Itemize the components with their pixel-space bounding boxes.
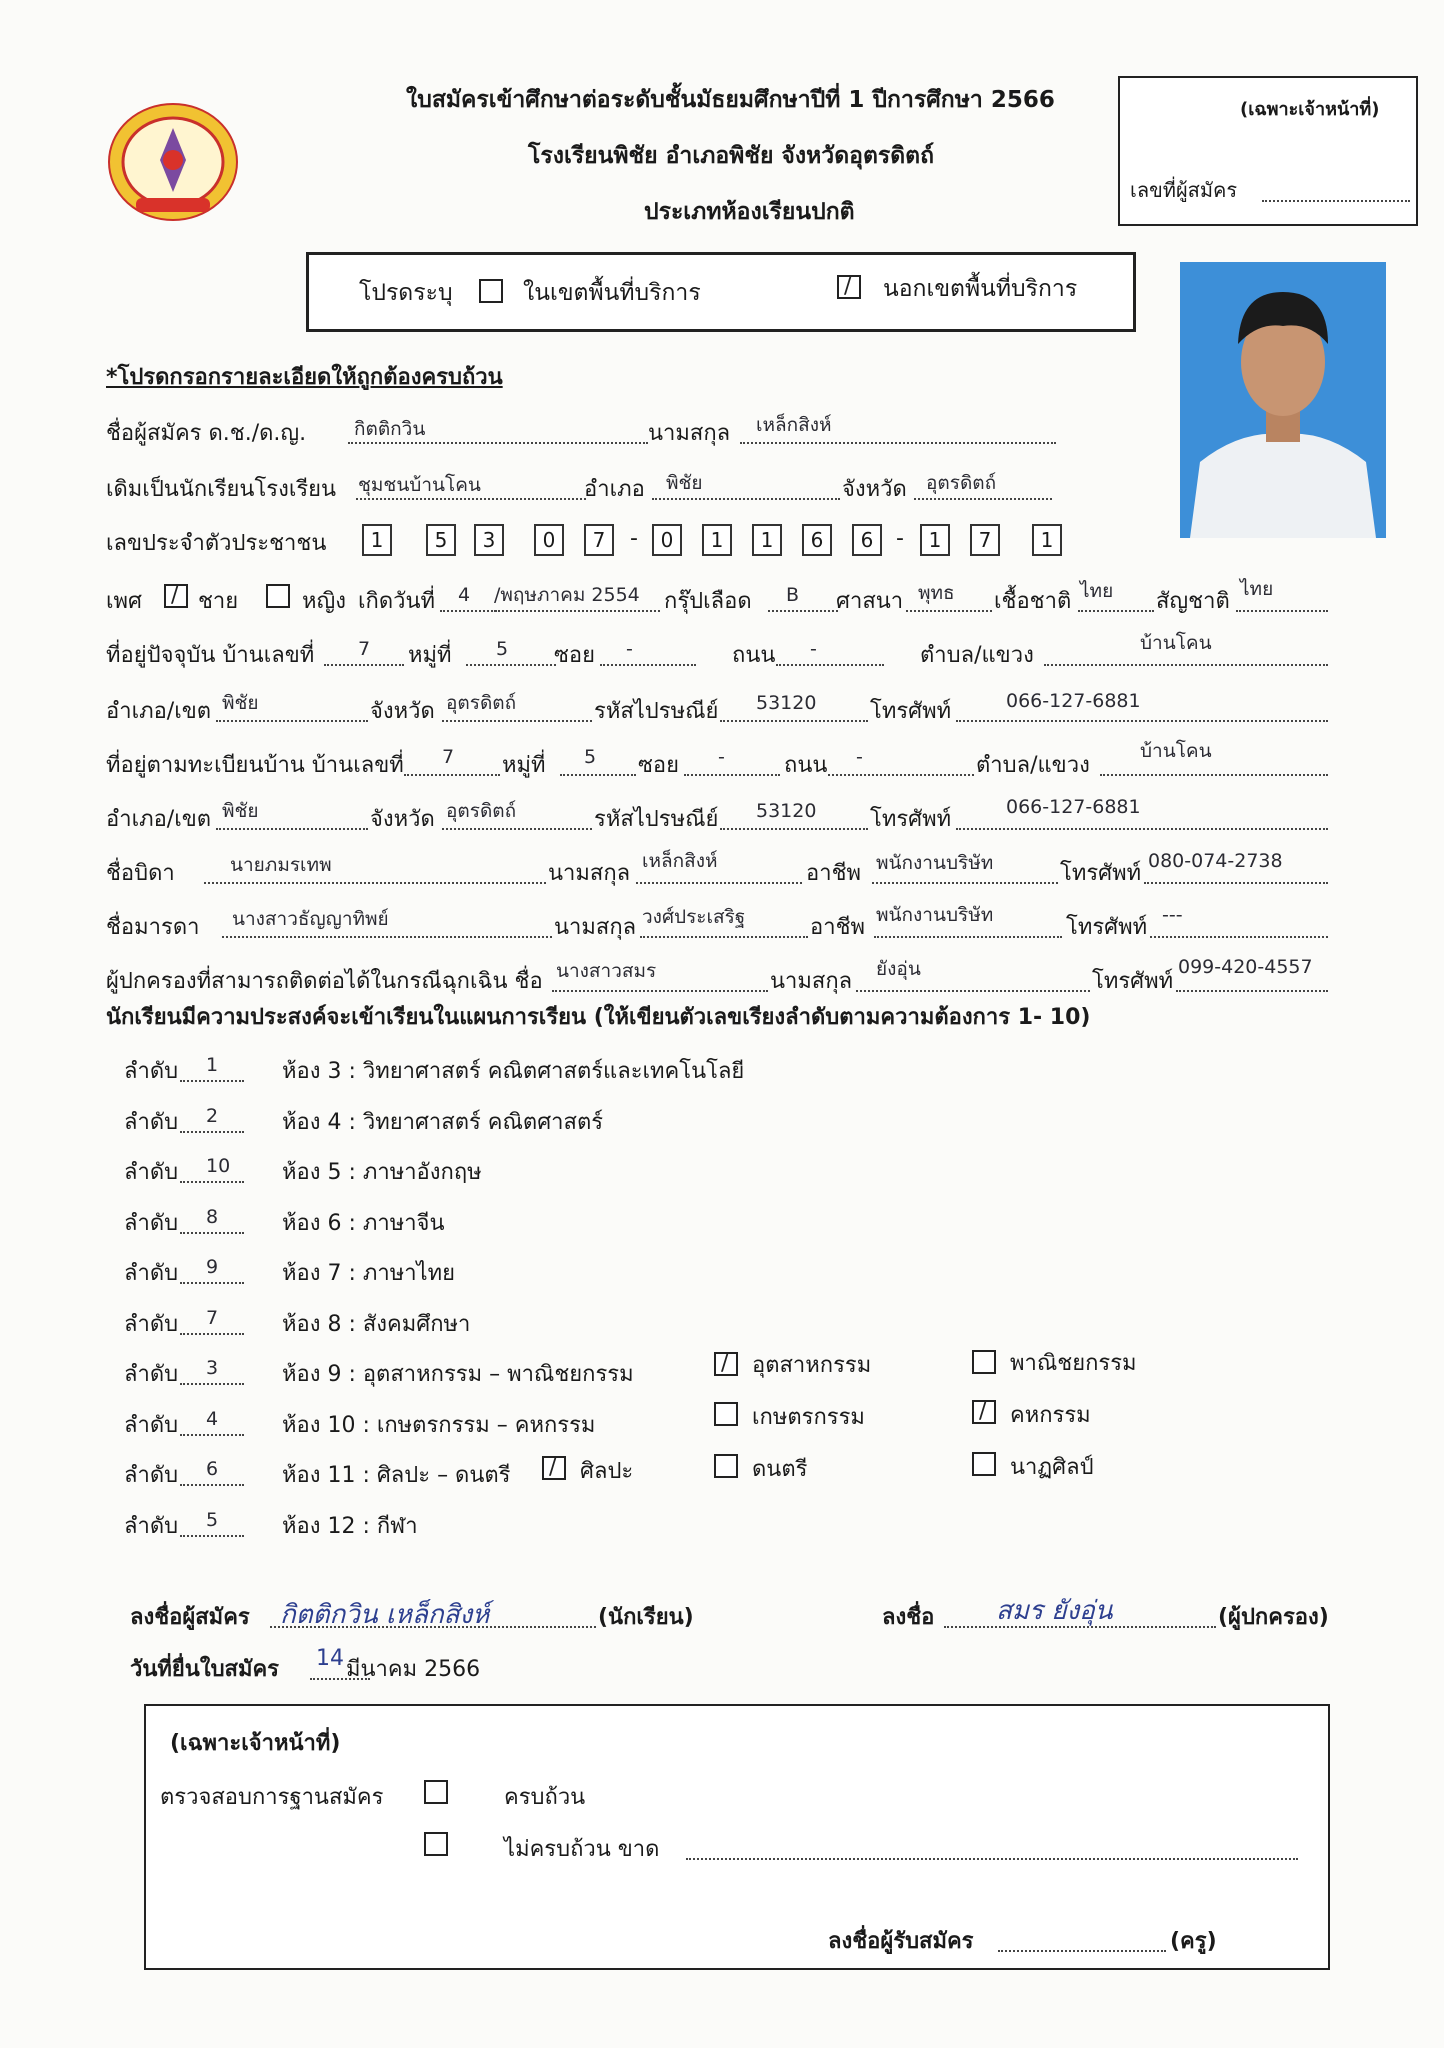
home-economics-checkbox[interactable] xyxy=(972,1400,996,1424)
birth-day-value[interactable]: 4 xyxy=(458,584,471,606)
registered-soi[interactable]: - xyxy=(718,746,725,768)
complete-label: ครบถ้วน xyxy=(504,1785,586,1810)
former-district-label: อำเภอ xyxy=(584,477,645,502)
plan-order-label: ลำดับ xyxy=(124,1463,179,1488)
plan-room-label: ห้อง 3 : วิทยาศาสตร์ คณิตศาสตร์และเทคโนโลยี xyxy=(282,1059,745,1084)
father-job[interactable]: พนักงานบริษัท xyxy=(876,852,994,874)
former-district-value[interactable]: พิชัย xyxy=(666,472,703,494)
plan-order-label: ลำดับ xyxy=(124,1059,179,1084)
citizen-id-label: เลขประจำตัวประชาชน xyxy=(106,531,327,556)
mother-job[interactable]: พนักงานบริษัท xyxy=(876,904,994,926)
plan-room-label: ห้อง 5 : ภาษาอังกฤษ xyxy=(282,1160,482,1185)
plan-room-label: ห้อง 4 : วิทยาศาสตร์ คณิตศาสตร์ xyxy=(282,1109,604,1135)
citizen-id-digit[interactable]: 1 xyxy=(362,524,392,556)
current-subdistrict[interactable]: บ้านโคน xyxy=(1140,632,1212,654)
plan-room-label: ห้อง 10 : เกษตรกรรม – คหกรรม xyxy=(282,1412,596,1438)
industry-label: อุตสาหกรรม xyxy=(752,1353,872,1378)
plan-rank-value[interactable]: 6 xyxy=(206,1458,219,1480)
plan-rank-value[interactable]: 1 xyxy=(206,1054,219,1076)
guardian-signature: สมร ยังอุ่น xyxy=(996,1596,1113,1626)
out-area-label: นอกเขตพื้นที่บริการ xyxy=(883,276,1078,302)
registered-road-label: ถนน xyxy=(784,753,828,778)
registered-soi-label: ซอย xyxy=(638,753,680,778)
father-name[interactable]: นายภมรเทพ xyxy=(230,854,332,876)
current-soi-label: ซอย xyxy=(554,643,596,668)
current-province[interactable]: อุตรดิตถ์ xyxy=(446,692,517,714)
sex-label: เพศ xyxy=(106,589,142,614)
mother-job-label: อาชีพ xyxy=(810,915,865,940)
area-select-box xyxy=(306,252,1136,332)
instruction-text: *โปรดกรอกรายละเอียดให้ถูกต้องครบถ้วน xyxy=(106,365,503,390)
religion-label: ศาสนา xyxy=(836,589,904,614)
guardian-surname[interactable]: ยังอุ่น xyxy=(876,958,921,980)
document-check-label: ตรวจสอบการฐานสมัคร xyxy=(160,1785,384,1810)
school-name: โรงเรียนพิชัย อำเภอพิชัย จังหวัดอุตรดิตถ์ xyxy=(528,143,935,169)
citizen-id-digit[interactable]: 1 xyxy=(752,524,782,556)
citizen-id-separator: - xyxy=(896,526,904,551)
guardian-phone[interactable]: 099-420-4557 xyxy=(1178,956,1313,978)
agriculture-label: เกษตรกรรม xyxy=(752,1405,865,1430)
citizen-id-digit[interactable]: 3 xyxy=(474,524,504,556)
agriculture-checkbox[interactable] xyxy=(714,1402,738,1426)
citizen-id-digit[interactable]: 6 xyxy=(852,524,882,556)
registered-moo[interactable]: 5 xyxy=(584,746,597,768)
applicant-surname-value[interactable]: เหล็กสิงห์ xyxy=(756,414,832,436)
plan-rank-value[interactable]: 10 xyxy=(206,1155,231,1177)
industry-checkbox[interactable] xyxy=(714,1352,738,1376)
music-checkbox[interactable] xyxy=(714,1454,738,1478)
plans-heading: นักเรียนมีความประสงค์จะเข้าเรียนในแผนการเรียน (ให้เขียนตัวเลขเรียงลำดับตามความต้องการ 1- 10) xyxy=(106,1005,1091,1030)
registered-postcode-label: รหัสไปรษณีย์ xyxy=(594,807,719,832)
current-road-label: ถนน xyxy=(732,643,776,668)
plan-room-label: ห้อง 12 : กีฬา xyxy=(282,1513,418,1539)
plan-order-label: ลำดับ xyxy=(124,1311,179,1337)
plan-rank-value[interactable]: 5 xyxy=(206,1508,219,1531)
music-label: ดนตรี xyxy=(752,1457,808,1482)
plan-order-label: ลำดับ xyxy=(124,1160,179,1185)
plan-room-label: ห้อง 8 : สังคมศึกษา xyxy=(282,1311,471,1337)
female-label: หญิง xyxy=(302,589,346,614)
current-district-label: อำเภอ/เขต xyxy=(106,699,212,724)
citizen-id-digit[interactable]: 1 xyxy=(920,524,950,556)
citizen-id-separator: - xyxy=(630,526,638,551)
current-moo[interactable]: 5 xyxy=(496,638,509,660)
in-area-label: ในเขตพื้นที่บริการ xyxy=(523,280,701,306)
guardian-phone-label: โทรศัพท์ xyxy=(1092,969,1174,994)
receiver-suffix: (ครู) xyxy=(1170,1929,1217,1954)
commerce-checkbox[interactable] xyxy=(972,1350,996,1374)
home-economics-label: คหกรรม xyxy=(1010,1403,1091,1428)
submit-date-day[interactable]: 14 xyxy=(316,1646,344,1671)
applicant-photo xyxy=(1180,262,1386,538)
receiver-sign-label: ลงชื่อผู้รับสมัคร xyxy=(828,1929,974,1954)
birth-month-year-value[interactable]: /พฤษภาคม 2554 xyxy=(494,584,640,606)
citizen-id-digit[interactable]: 7 xyxy=(584,524,614,556)
plan-rank-value[interactable]: 4 xyxy=(206,1407,219,1430)
father-surname[interactable]: เหล็กสิงห์ xyxy=(642,850,718,872)
plan-order-label: ลำดับ xyxy=(124,1210,179,1236)
race-value[interactable]: ไทย xyxy=(1080,580,1114,602)
plan-order-label: ลำดับ xyxy=(124,1412,179,1438)
male-checkbox[interactable] xyxy=(164,584,188,608)
submit-date-label: วันที่ยื่นใบสมัคร xyxy=(130,1657,279,1682)
missing-items-field[interactable] xyxy=(686,1858,1298,1860)
registered-subdistrict[interactable]: บ้านโคน xyxy=(1140,740,1212,762)
race-label: เชื้อชาติ xyxy=(994,589,1072,614)
registered-phone-label: โทรศัพท์ xyxy=(870,807,952,832)
complete-checkbox[interactable] xyxy=(424,1780,448,1804)
father-label: ชื่อบิดา xyxy=(106,861,175,886)
incomplete-label: ไม่ครบถ้วน ขาด xyxy=(504,1837,660,1862)
registered-address-label: ที่อยู่ตามทะเบียนบ้าน บ้านเลขที่ xyxy=(106,753,404,778)
former-school-label: เดิมเป็นนักเรียนโรงเรียน xyxy=(106,477,337,502)
applicant-number-label: เลขที่ผู้สมัคร xyxy=(1130,178,1238,202)
applicant-name-value[interactable]: กิตติกวิน xyxy=(354,418,426,440)
mother-name[interactable]: นางสาวธัญญาทิพย์ xyxy=(232,908,389,930)
classroom-type: ประเภทห้องเรียนปกติ xyxy=(644,199,855,225)
dance-label: นาฏศิลป์ xyxy=(1010,1455,1094,1480)
former-school-value[interactable]: ชุมชนบ้านโคน xyxy=(358,474,481,496)
current-province-label: จังหวัด xyxy=(370,699,435,724)
mother-phone-label: โทรศัพท์ xyxy=(1066,915,1148,940)
mother-surname-label: นามสกุล xyxy=(554,915,637,940)
registered-district-label: อำเภอ/เขต xyxy=(106,807,212,832)
applicant-number-field[interactable] xyxy=(1262,200,1410,202)
current-road[interactable]: - xyxy=(810,638,817,660)
current-postcode[interactable]: 53120 xyxy=(756,692,817,714)
current-district[interactable]: พิชัย xyxy=(222,692,259,714)
registered-moo-label: หมู่ที่ xyxy=(502,753,546,778)
guardian-name[interactable]: นางสาวสมร xyxy=(556,960,657,982)
nationality-label: สัญชาติ xyxy=(1156,589,1230,614)
mother-surname[interactable]: วงศ์ประเสริฐ xyxy=(642,906,746,928)
father-phone-label: โทรศัพท์ xyxy=(1060,861,1142,886)
female-checkbox[interactable] xyxy=(266,584,290,608)
male-label: ชาย xyxy=(198,589,239,614)
citizen-id-digit[interactable]: 7 xyxy=(970,524,1000,556)
registered-province[interactable]: อุตรดิตถ์ xyxy=(446,800,517,822)
guardian-suffix: (ผู้ปกครอง) xyxy=(1218,1605,1329,1630)
office-box xyxy=(1118,76,1418,226)
current-postcode-label: รหัสไปรษณีย์ xyxy=(594,699,719,724)
applicant-surname-label: นามสกุล xyxy=(648,421,731,446)
plan-room-label: ห้อง 7 : ภาษาไทย xyxy=(282,1261,456,1286)
citizen-id-digit[interactable]: 6 xyxy=(802,524,832,556)
registered-province-label: จังหวัด xyxy=(370,807,435,832)
plan-order-label: ลำดับ xyxy=(124,1109,179,1135)
mother-phone[interactable]: --- xyxy=(1162,904,1183,926)
dance-checkbox[interactable] xyxy=(972,1452,996,1476)
registered-phone[interactable]: 066-127-6881 xyxy=(1006,796,1141,818)
submit-date-rest: มีนาคม 2566 xyxy=(346,1657,481,1682)
father-job-label: อาชีพ xyxy=(806,861,861,886)
applicant-name-label: ชื่อผู้สมัคร ด.ช./ด.ญ. xyxy=(106,421,307,446)
office-box-label: (เฉพาะเจ้าหน้าที่) xyxy=(1240,99,1380,120)
plan-order-label: ลำดับ xyxy=(124,1513,179,1539)
birth-label: เกิดวันที่ xyxy=(358,589,436,614)
incomplete-checkbox[interactable] xyxy=(424,1832,448,1856)
plan-rank-value[interactable]: 9 xyxy=(206,1256,219,1278)
student-suffix: (นักเรียน) xyxy=(598,1605,694,1630)
father-phone[interactable]: 080-074-2738 xyxy=(1148,850,1283,872)
plan-order-label: ลำดับ xyxy=(124,1362,179,1387)
out-area-checkbox[interactable] xyxy=(837,275,861,299)
school-logo xyxy=(106,100,240,224)
former-province-label: จังหวัด xyxy=(842,477,907,502)
blood-label: กรุ๊ปเลือด xyxy=(664,589,752,614)
in-area-checkbox[interactable] xyxy=(479,279,503,303)
nationality-value[interactable]: ไทย xyxy=(1240,578,1274,600)
guardian-surname-label: นามสกุล xyxy=(770,969,853,994)
citizen-id-digit[interactable]: 0 xyxy=(534,524,564,556)
current-house-no[interactable]: 7 xyxy=(358,638,371,660)
father-surname-label: นามสกุล xyxy=(548,861,631,886)
citizen-id-digit[interactable]: 1 xyxy=(1032,524,1062,556)
guardian-label: ผู้ปกครองที่สามารถติดต่อได้ในกรณีฉุกเฉิน ชื่อ xyxy=(106,969,543,994)
commerce-label: พาณิชยกรรม xyxy=(1010,1351,1137,1376)
current-soi[interactable]: - xyxy=(626,638,633,660)
receiver-sign-field[interactable] xyxy=(998,1950,1166,1952)
registered-district[interactable]: พิชัย xyxy=(222,800,259,822)
area-prompt: โปรดระบุ xyxy=(359,280,453,306)
guardian-sign-label: ลงชื่อ xyxy=(882,1605,935,1630)
current-subdistrict-label: ตำบล/แขวง xyxy=(920,643,1034,668)
plan-room-label: ห้อง 11 : ศิลปะ – ดนตรี xyxy=(282,1463,511,1488)
registered-road[interactable]: - xyxy=(856,746,863,768)
current-address-label: ที่อยู่ปัจจุบัน บ้านเลขที่ xyxy=(106,643,315,668)
plan-rank-value[interactable]: 3 xyxy=(206,1357,219,1379)
mother-label: ชื่อมารดา xyxy=(106,915,200,940)
current-moo-label: หมู่ที่ xyxy=(408,643,452,668)
plan-rank-value[interactable]: 8 xyxy=(206,1205,219,1228)
citizen-id-digit[interactable]: 0 xyxy=(652,524,682,556)
applicant-sign-label: ลงชื่อผู้สมัคร xyxy=(130,1605,250,1630)
applicant-signature: กิตติกวิน เหล็กสิงห์ xyxy=(280,1600,490,1630)
plan-rank-value[interactable]: 2 xyxy=(206,1104,219,1127)
plan-room-label: ห้อง 6 : ภาษาจีน xyxy=(282,1210,445,1236)
plan-order-label: ลำดับ xyxy=(124,1261,179,1286)
office-section xyxy=(144,1704,1330,1970)
former-province-value[interactable]: อุตรดิตถ์ xyxy=(926,472,997,494)
registered-house-no[interactable]: 7 xyxy=(442,746,455,768)
office-section-label: (เฉพาะเจ้าหน้าที่) xyxy=(170,1731,341,1756)
current-phone-label: โทรศัพท์ xyxy=(870,699,952,724)
religion-value[interactable]: พุทธ xyxy=(918,582,955,604)
current-phone[interactable]: 066-127-6881 xyxy=(1006,690,1141,712)
plan-room-label: ห้อง 9 : อุตสาหกรรม – พาณิชยกรรม xyxy=(282,1362,634,1387)
form-title: ใบสมัครเข้าศึกษาต่อระดับชั้นมัธยมศึกษาปีที่ 1 ปีการศึกษา 2566 xyxy=(406,87,1055,113)
citizen-id-digit[interactable]: 5 xyxy=(426,524,456,556)
registered-subdistrict-label: ตำบล/แขวง xyxy=(976,753,1090,778)
blood-value[interactable]: B xyxy=(786,584,800,606)
plan-rank-value[interactable]: 7 xyxy=(206,1306,219,1329)
registered-postcode[interactable]: 53120 xyxy=(756,800,817,822)
art-label: ศิลปะ xyxy=(580,1459,634,1484)
citizen-id-digit[interactable]: 1 xyxy=(702,524,732,556)
art-checkbox[interactable] xyxy=(542,1456,566,1480)
